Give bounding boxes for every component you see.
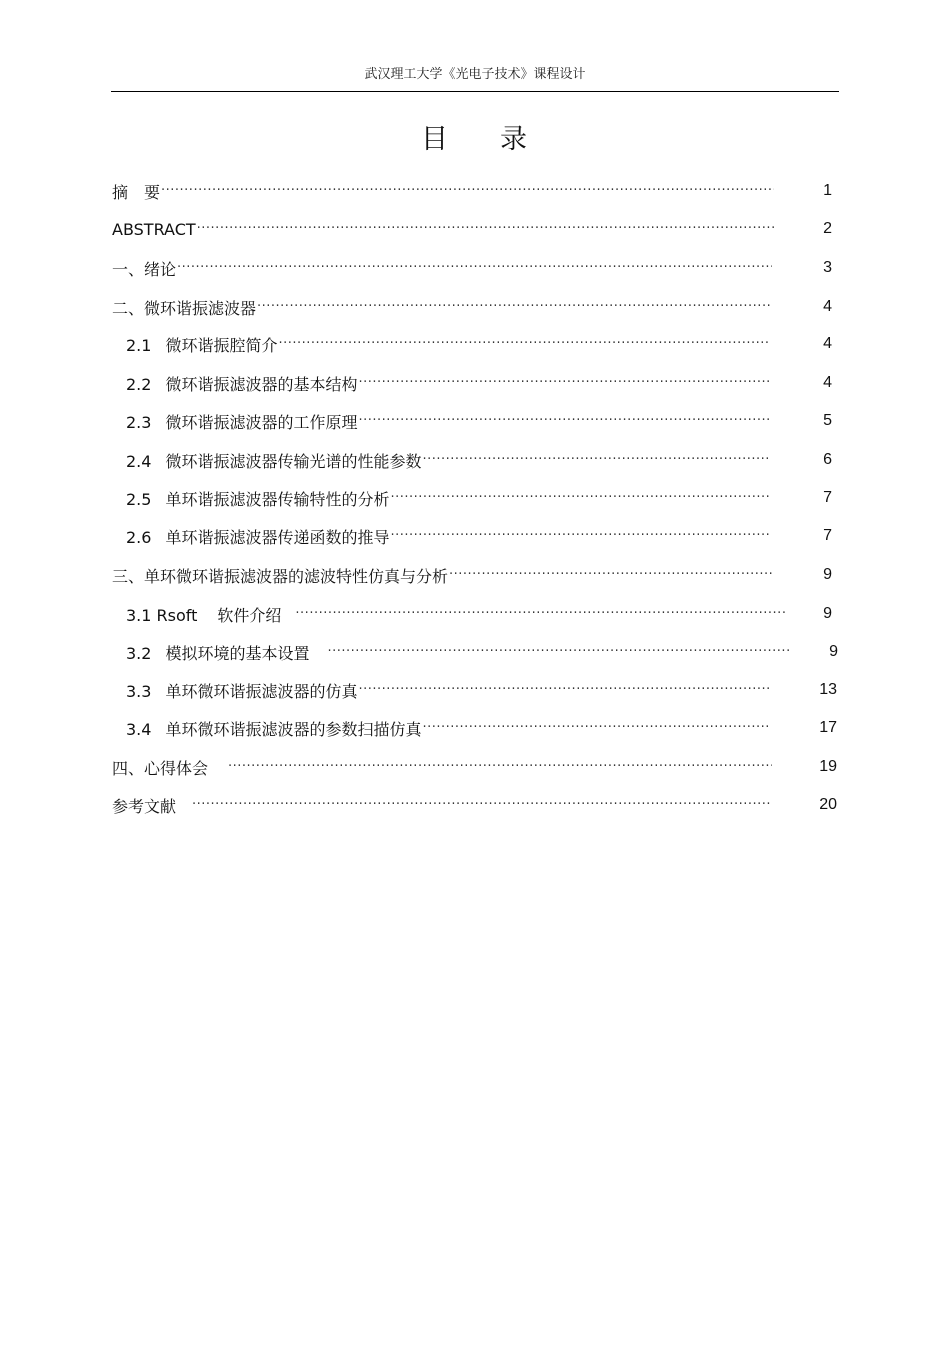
toc-entry-number: 3.3 [126,681,152,701]
toc-entry-page: 7 [823,489,832,506]
toc-entry-2-3[interactable] [126,409,832,433]
toc-entry-page: 4 [823,298,832,315]
dot-leader [449,563,772,587]
toc-title-right: 录 [500,124,529,155]
toc-entry-page: 9 [829,643,838,660]
toc-entry-label: 微环谐振滤波器传输光谱的性能参数 [165,451,422,471]
toc-entry-page: 13 [819,681,837,698]
toc-entry-label: 单环谐振滤波器传递函数的推导 [165,527,390,547]
toc-entry-number: 2.1 [126,335,152,355]
dot-leader [161,179,774,203]
toc-entry-label: 微环谐振滤波器的基本结构 [165,374,358,394]
dot-leader [197,217,774,241]
toc-entry-page: 5 [823,412,832,429]
toc-entry-number: 2.4 [126,451,152,471]
toc-entry-label: 微环谐振腔简介 [165,335,278,355]
toc-entry-label: ABSTRACT [112,219,196,239]
dot-leader [358,371,770,395]
toc-entry-page: 3 [823,259,832,276]
toc-entry-number: 2.6 [126,527,152,547]
toc-entry-chapter-2[interactable] [112,295,832,319]
toc-entry-number: 3.1 Rsoft [126,605,198,625]
dot-leader [422,448,770,472]
toc-entry-label: 单环谐振滤波器传输特性的分析 [165,489,390,509]
dot-leader [295,602,786,626]
toc-entry-page: 4 [823,335,832,352]
toc-entry-page: 2 [823,220,832,237]
toc-entry-3-4[interactable] [126,716,837,740]
toc-entry-2-5[interactable] [126,486,832,510]
toc-entry-label: 模拟环境的基本设置 [165,643,310,663]
toc-entry-chapter-1[interactable] [112,256,832,280]
toc-entry-abstract-cn[interactable] [112,179,832,203]
toc-entry-2-2[interactable] [126,371,832,395]
toc-entry-number: 2.3 [126,412,152,432]
dot-leader [177,256,772,280]
toc-entry-page: 19 [819,758,837,775]
dot-leader [327,640,792,664]
toc-entry-chapter-3[interactable] [112,563,832,587]
toc-entry-label: 单环微环谐振滤波器的仿真 [165,681,358,701]
dot-leader [228,755,772,779]
toc-entry-abstract-en[interactable] [112,217,832,241]
running-header: 武汉理工大学《光电子技术》课程设计 [364,67,586,82]
toc-entry-label: 一、绪论 [112,259,177,279]
toc-entry-2-1[interactable] [126,332,832,356]
toc-entry-page: 6 [823,451,832,468]
toc-entry-page: 9 [823,566,832,583]
toc-entry-label: 软件介绍 [217,605,282,625]
toc-entry-label: 三、单环微环谐振滤波器的滤波特性仿真与分析 [112,566,449,586]
toc-entry-label: 摘 要 [112,182,161,202]
dot-leader [192,793,770,817]
toc-entry-label: 微环谐振滤波器的工作原理 [165,412,358,432]
toc-entry-label: 四、心得体会 [112,758,209,778]
toc-entry-label: 二、微环谐振滤波器 [112,298,257,318]
dot-leader [390,524,770,548]
toc-entry-3-3[interactable] [126,678,837,702]
toc-entry-page: 1 [823,182,832,199]
toc-entry-page: 20 [819,796,837,813]
toc-entry-page: 7 [823,527,832,544]
toc-entry-number: 3.2 [126,643,152,663]
toc-entry-page: 17 [819,719,837,736]
toc-entry-2-6[interactable] [126,524,832,548]
toc-entry-label: 参考文献 [112,796,177,816]
toc-entry-page: 4 [823,374,832,391]
toc-entry-page: 9 [823,605,832,622]
toc-entry-number: 2.5 [126,489,152,509]
toc-entry-label: 单环微环谐振滤波器的参数扫描仿真 [165,719,422,739]
toc-title-left: 目 [421,124,450,155]
dot-leader [358,678,770,702]
toc-entry-number: 3.4 [126,719,152,739]
toc-entry-2-4[interactable] [126,448,832,472]
toc-entry-3-1[interactable] [126,602,832,626]
toc-entry-number: 2.2 [126,374,152,394]
toc-entry-chapter-4[interactable] [112,755,837,779]
dot-leader [278,332,770,356]
toc-entry-3-2[interactable] [126,640,838,664]
dot-leader [422,716,770,740]
toc-entry-references[interactable] [112,793,837,817]
dot-leader [358,409,770,433]
dot-leader [390,486,770,510]
dot-leader [257,295,772,319]
